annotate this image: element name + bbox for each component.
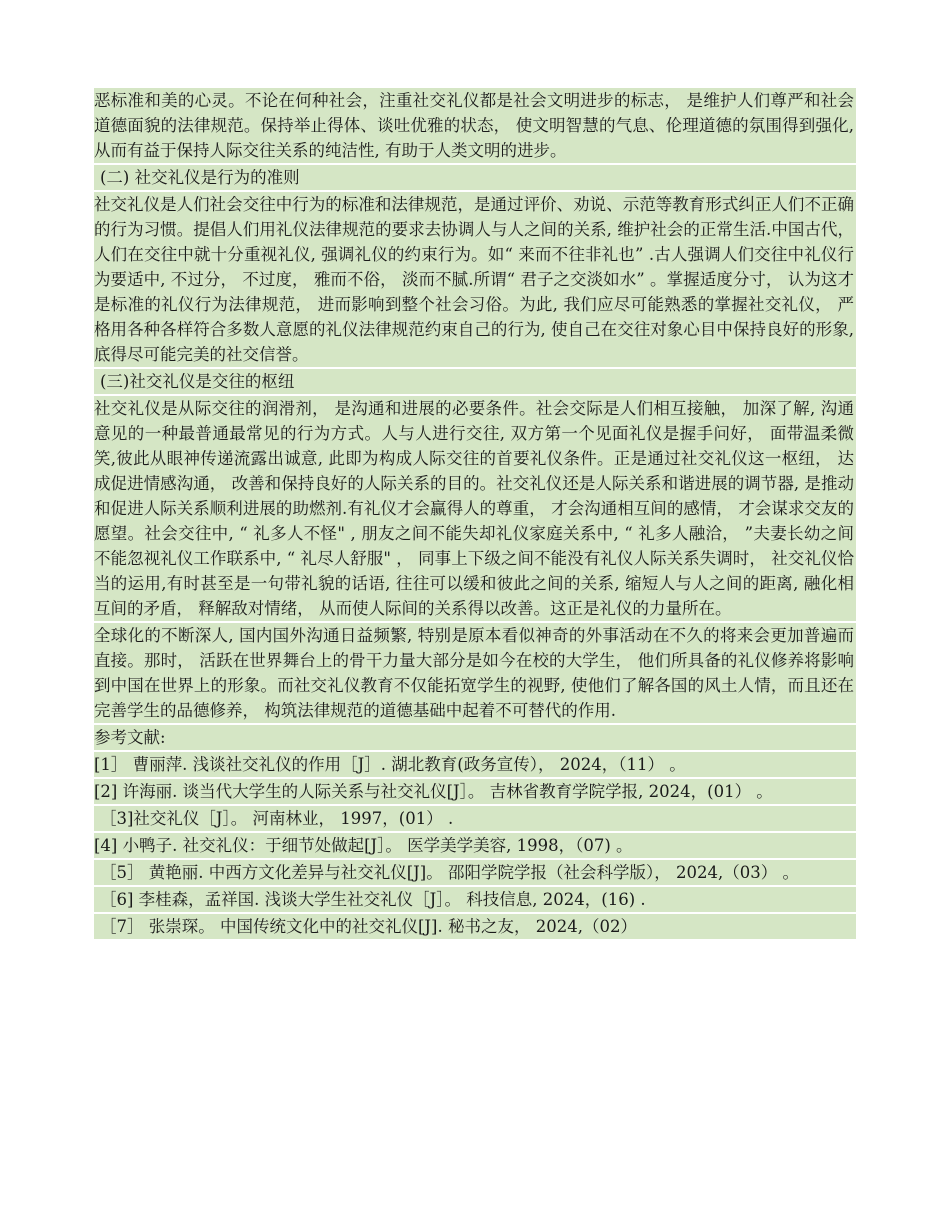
body-paragraph: 恶标准和美的心灵。不论在何种社会，注重社交礼仪都是社会文明进步的标志， 是维护人们尊严和社会道德面貌的法律规范。保持举止得体、谈吐优雅的状态， 使文明智慧的气息、伦理道德的氛围得到强化, 从而有益于保持人际交往关系的纯洁性, 有助于人类文明的进步。 (94, 88, 856, 163)
section-heading: (二) 社交礼仪是行为的准则 (94, 163, 856, 190)
body-paragraph: 全球化的不断深人, 国内国外沟通日益频繁, 特别是原本看似神奇的外事活动在不久的将来会更加普遍而直接。那时， 活跃在世界舞台上的骨干力量大部分是如今在校的大学生， 他们所具备的礼仪修养将影响到中国在世界上的形象。而社交礼仪教育不仅能拓宽学生的视野, 使他们了解各国的风土人情，而且还在完善学生的品德修养， 构筑法律规范的道德基础中起着不可替代的作用. (94, 621, 856, 723)
reference-item: ［6] 李桂森，孟祥国. 浅谈大学生社交礼仪［J］。 科技信息, 2024，(16) . (94, 885, 856, 912)
reference-item: [4] 小鸭子. 社交礼仪：于细节处做起[J］。 医学美学美容, 1998，（07) 。 (94, 831, 856, 858)
reference-item: ［3]社交礼仪［J］。 河南林业， 1997，(01） . (94, 804, 856, 831)
references-heading: 参考文献: (94, 723, 856, 750)
section-heading: (三)社交礼仪是交往的枢纽 (94, 367, 856, 394)
reference-item: [2] 许海丽. 谈当代大学生的人际关系与社交礼仪[J］。 吉林省教育学院学报, 2024，(01） 。 (94, 777, 856, 804)
document-page (94, 88, 856, 939)
body-paragraph: 社交礼仪是人们社会交往中行为的标准和法律规范，是通过评价、劝说、示范等教育形式纠正人们不正确的行为习惯。提倡人们用礼仪法律规范的要求去协调人与人之间的关系, 维护社会的正常生活.中国古代， 人们在交往中就十分重视礼仪, 强调礼仪的约束行为。如“ 来而不往非礼也” .古人强调人们交往中礼仪行为要适中, 不过分， 不过度， 雅而不俗， 淡而不腻.所谓“ 君子之交淡如水” 。掌握适度分寸， 认为这才是标准的礼仪行为法律规范， 进而影响到整个社会习俗。为此, 我们应尽可能熟悉的掌握社交礼仪， 严格用各种各样符合多数人意愿的礼仪法律规范约束自己的行为, 使自己在交往对象心目中保持良好的形象, 底得尽可能完美的社交信誉。 (94, 190, 856, 367)
body-paragraph: 社交礼仪是从际交往的润滑剂， 是沟通和进展的必要条件。社会交际是人们相互接触， 加深了解, 沟通意见的一种最普通最常见的行为方式。人与人进行交往, 双方第一个见面礼仪是握手问好， 面带温柔微笑,彼此从眼神传递流露出诚意, 此即为构成人际交往的首要礼仪条件。正是通过社交礼仪这一枢纽， 达成促进情感沟通， 改善和保持良好的人际关系的目的。社交礼仪还是人际关系和谐进展的调节器, 是推动和促进人际关系顺利进展的助燃剂.有礼仪才会赢得人的尊重， 才会沟通相互间的感情， 才会谋求交友的愿望。社会交往中, “ 礼多人不怪" , 朋友之间不能失却礼仪家庭关系中, “ 礼多人融洽， ”夫妻长幼之间不能忽视礼仪工作联系中, “ 礼尽人舒服" ， 同事上下级之间不能没有礼仪人际关系失调时， 社交礼仪恰当的运用,有时甚至是一句带礼貌的话语, 往往可以缓和彼此之间的关系, 缩短人与人之间的距离, 融化相互间的矛盾， 释解敌对情绪， 从而使人际间的关系得以改善。这正是礼仪的力量所在。 (94, 394, 856, 621)
reference-item: [1］ 曹丽萍. 浅谈社交礼仪的作用［J］. 湖北教育(政务宣传）， 2024，（11） 。 (94, 750, 856, 777)
reference-item: ［7］ 张崇琛。 中国传统文化中的社交礼仪[J]. 秘书之友， 2024,（02） (94, 912, 856, 939)
reference-item: ［5］ 黄艳丽. 中西方文化差异与社交礼仪[J]。 邵阳学院学报（社会科学版）， 2024,（03） 。 (94, 858, 856, 885)
